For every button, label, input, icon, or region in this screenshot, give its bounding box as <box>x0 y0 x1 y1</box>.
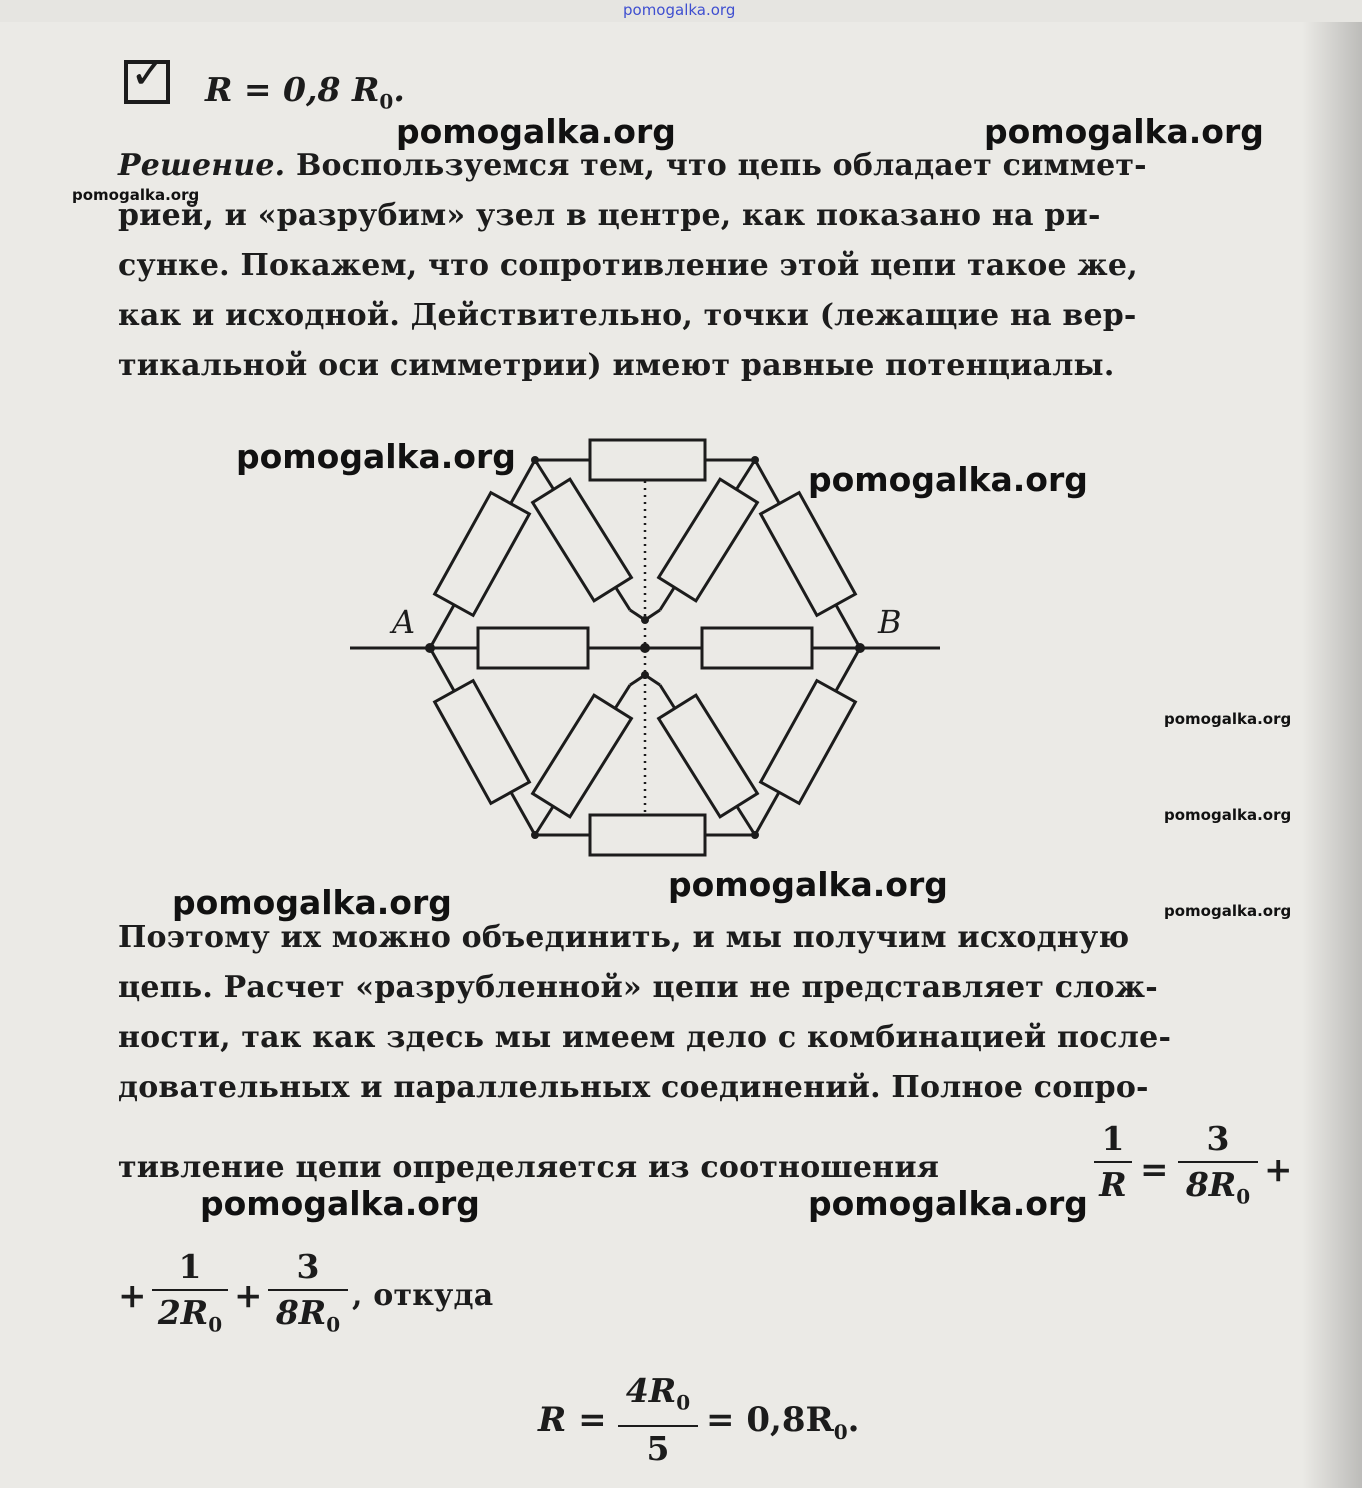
final-formula-lhs: R = <box>538 1400 607 1440</box>
solution-line-2: рией, и «разрубим» узел в центре, как показано на ри- <box>118 198 1101 233</box>
watermark: pomogalka.org <box>396 112 676 151</box>
continuation-line-4: довательных и параллельных соединений. Полное сопро- <box>118 1070 1149 1105</box>
fraction-3-over-8r0: 3 $8R_0$ <box>1178 1120 1258 1216</box>
continuation-line-1: Поэтому их можно объединить, и мы получим исходную <box>118 920 1130 955</box>
watermark: pomogalka.org <box>1164 710 1292 728</box>
watermark: pomogalka.org <box>1164 806 1292 824</box>
equals-sign: = <box>1140 1150 1169 1190</box>
solution-line-3: сунке. Покажем, что сопротивление этой цепи такое же, <box>118 248 1138 283</box>
solution-line-4: как и исходной. Действительно, точки (лежащие на вер- <box>118 298 1137 333</box>
site-watermark-top: pomogalka.org <box>623 1 736 19</box>
solution-line-5: тикальной оси симметрии) имеют равные потенциалы. <box>118 348 1115 383</box>
watermark: pomogalka.org <box>236 437 516 476</box>
fraction-1-over-r: 1 R <box>1094 1120 1132 1204</box>
continuation-line-5: тивление цепи определяется из соотношения <box>118 1150 940 1185</box>
checkmark-box-icon: ✓ <box>124 60 170 104</box>
continuation-line-2: цепь. Расчет «разрубленной» цепи не представляет слож- <box>118 970 1158 1005</box>
watermark: pomogalka.org <box>984 112 1264 151</box>
watermark: pomogalka.org <box>200 1184 480 1223</box>
fraction-3-over-8r0-b: 3 $8R_0$ <box>268 1248 348 1344</box>
fraction-4r0-over-5: $4R_0$ 5 <box>618 1372 698 1468</box>
answer-formula: R = 0,8 $R_0$. <box>205 70 405 114</box>
node-label-a: A <box>392 603 416 641</box>
solution-line-1: Решение. Воспользуемся тем, что цепь обладает симмет- <box>118 148 1147 183</box>
formula-tail-text: , откуда <box>352 1278 494 1313</box>
fraction-1-over-2r0: 1 $2R_0$ <box>152 1248 228 1344</box>
plus-sign-3: + <box>234 1276 263 1316</box>
continuation-line-3: ности, так как здесь мы имеем дело с комбинацией после- <box>118 1020 1172 1055</box>
final-formula-rhs: = $0,8R_0$. <box>706 1400 860 1444</box>
watermark: pomogalka.org <box>1164 902 1292 920</box>
page-edge-shadow <box>1302 22 1362 1488</box>
node-label-b: B <box>878 603 902 641</box>
watermark: pomogalka.org <box>808 1184 1088 1223</box>
watermark: pomogalka.org <box>668 865 948 904</box>
watermark: pomogalka.org <box>172 883 452 922</box>
plus-sign-1: + <box>1264 1150 1293 1190</box>
watermark: pomogalka.org <box>808 460 1088 499</box>
plus-sign-2: + <box>118 1276 147 1316</box>
watermark: pomogalka.org <box>72 186 200 204</box>
